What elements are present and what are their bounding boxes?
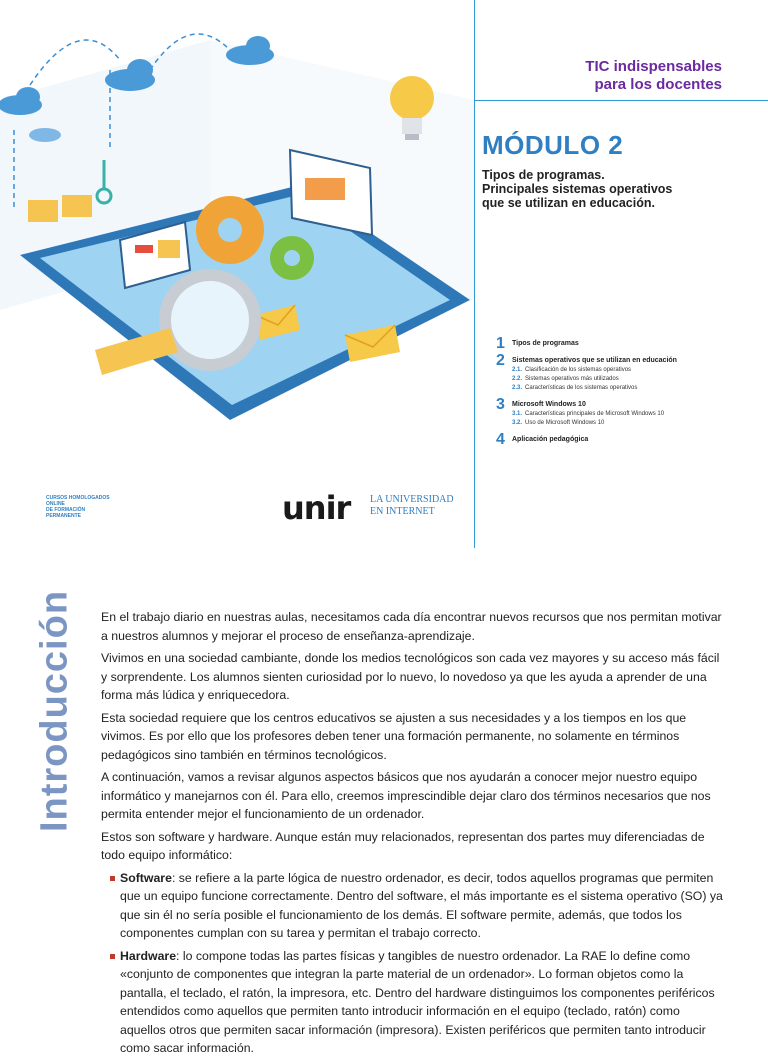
gear-icon [196,196,264,264]
folder-icon [28,200,58,222]
paragraph: Esta sociedad requiere que los centros educativos se ajusten a sus necesidades y a los tiempos en los que vivimos. Es por ello que los profesores deben tener una formación permanente, no solamente en términos pedagógicos sino también en términos tecnológicos. [101,710,687,762]
bullet-square-icon [110,876,115,881]
intro-content [101,608,723,1062]
module-subtitle: Tipos de programas. Principales sistemas operativos que se utilizan en educación. [482,168,673,210]
toc-section [496,396,758,428]
toc-section [496,431,758,448]
toc-subsection: 3.2. Uso de Microsoft Windows 10 [512,420,605,426]
course-title: TIC indispensables para los docentes [585,58,722,93]
folder-icon [62,195,92,217]
toc-section-number: 4 [496,431,505,448]
cover-illustration [0,0,474,470]
toc-section-number: 3 [496,396,505,413]
cloud-icon [226,36,274,65]
toc-section-title: Microsoft Windows 10 [512,401,586,408]
toc-section-title: Sistemas operativos que se utilizan en educación [512,357,677,364]
bullet-square-icon [110,954,115,959]
gear-icon [270,236,314,280]
toc-section [496,352,758,393]
vertical-divider [474,0,475,548]
toc-section [496,335,758,352]
bullet-item-hardware: Hardware: lo compone todas las partes físicas y tangibles de nuestro ordenador. La RAE lo define como «conjunto de componentes que integran la parte material de un ordenador». Lo forman objetos como la pantalla, el teclado, el ratón, la impresora, etc. Dentro del hardware distinguimos los componentes periféricos entendidos como aquellos que permiten tanto introducir información en el equipo (teclado, ratón) como aquellos otros que permiten sacar información (impresora). Existen periféricos que permiten tanto introducir como sacar información. [120,947,723,1058]
paragraph: A continuación, vamos a revisar algunos aspectos básicos que nos ayudarán a conocer mejor nuestro equipo informático y manejarnos con él. Para ello, creemos imprescindible dejar claro dos términos necesarios que nos permita entender mejor el funcionamiento de un ordenador. [101,770,711,821]
cloud-icon [0,87,42,115]
bullet-item-software: Software: se refiere a la parte lógica de nuestro ordenador, es decir, todos aquellos programas que permiten que un equipo funcione correctamente. Dentro del software, el más importante es el sistema operativo (SO) ya que sin él no sería posible el funcionamiento de los demás. El software permite, además, que todos los componentes cumplan con su tarea y permitan el trabajo correcto. [120,869,723,943]
paragraph: Vivimos en una sociedad cambiante, donde los medios tecnológicos son cada vez mayores y su acceso más fácil y sorprendente. Los alumnos sienten curiosidad por lo nuevo, lo novedoso ya que les ayuda a aprender de una forma más lúdica y enriquecedora. [101,651,720,702]
horizontal-divider [474,100,768,101]
course-type-label: CURSOS HOMOLOGADOS ONLINE DE FORMACIÓN PERMANENTE [46,495,110,519]
table-of-contents [496,335,758,451]
toc-subsection: 2.2. Sistemas operativos más utilizados [512,376,619,382]
toc-section-number: 2 [496,352,505,369]
toc-section-title: Tipos de programas [512,340,579,347]
cloud-icon [29,128,61,142]
module-title: MÓDULO 2 [482,130,624,160]
intro-side-title: Introducción [33,589,76,833]
toc-subsection: 2.1. Clasificación de los sistemas operativos [512,367,632,373]
toc-section-number: 1 [496,335,505,352]
toc-section-title: Aplicación pedagógica [512,436,589,443]
toc-subsection: 3.1. Características principales de Microsoft Windows 10 [512,411,665,417]
paragraph: En el trabajo diario en nuestras aulas, necesitamos cada día encontrar nuevos recursos que nos permitan motivar a nuestros alumnos y mejorar el proceso de enseñanza-aprendizaje. [101,610,722,643]
unir-logo: unir [282,489,351,527]
paragraph: Estos son software y hardware. Aunque están muy relacionados, representan dos partes muy diferenciadas de todo equipo informático: [101,829,705,862]
bullet-list [101,869,723,1058]
unir-tagline: LA UNIVERSIDAD EN INTERNET [370,494,454,517]
toc-subsection: 2.3. Características de los sistemas operativos [512,385,638,391]
cloud-icon [105,59,155,91]
